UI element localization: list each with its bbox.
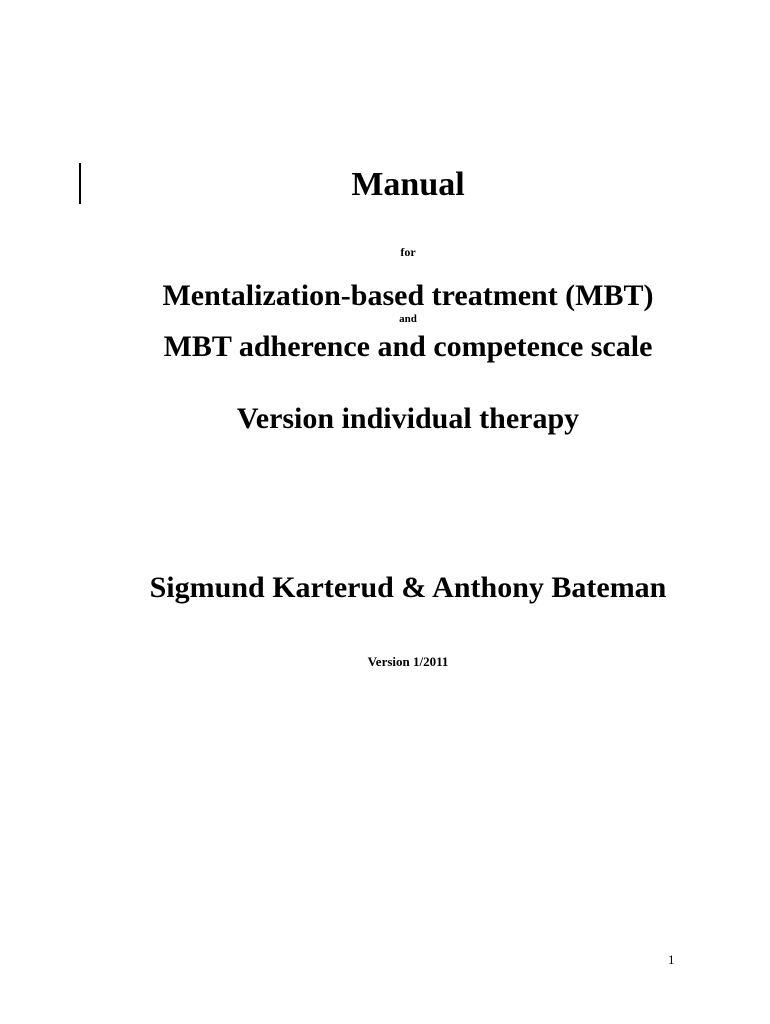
document-title: Manual (351, 166, 465, 203)
version-date: Version 1/2011 (367, 654, 449, 669)
and-label: and (399, 313, 417, 325)
authors: Sigmund Karterud & Anthony Bateman (149, 571, 667, 604)
subtitle-secondary: MBT adherence and competence scale (163, 330, 653, 363)
subtitle-primary: Mentalization-based treatment (MBT) (162, 279, 654, 312)
page-number: 1 (668, 952, 675, 967)
edition-heading: Version individual therapy (236, 402, 580, 435)
for-label: for (400, 245, 416, 259)
